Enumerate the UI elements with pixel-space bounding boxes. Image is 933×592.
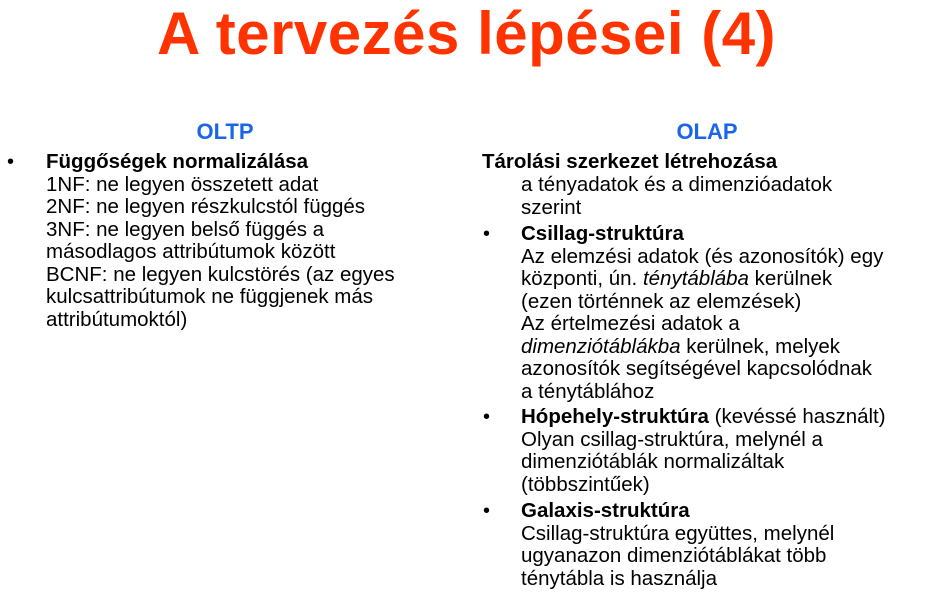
oltp-item — [46, 151, 395, 331]
galaxy-line: ténytábla is használja — [521, 566, 718, 590]
star-line — [521, 336, 883, 359]
star-text: kerülnek — [748, 267, 833, 290]
star-term-tenytabla: ténytáblába — [642, 267, 749, 290]
star-text: központi, ún. — [521, 267, 643, 290]
oltp-item-title: Függőségek normalizálása — [46, 150, 309, 173]
olap-intro-line: szerint — [521, 195, 582, 219]
oltp-line: 1NF: ne legyen összetett adat — [46, 172, 319, 196]
bullet-icon: • — [483, 223, 491, 245]
snowflake-line: (többszintűek) — [521, 472, 650, 496]
star-line: (ezen történnek az elemzések) — [521, 289, 802, 313]
star-line: azonosítók segítségével kapcsolódnak — [521, 357, 873, 380]
snowflake-title: Hópehely-struktúra — [521, 405, 709, 428]
oltp-line: kulcsattribútumok ne függjenek más — [46, 285, 374, 308]
olap-intro-text — [521, 174, 832, 219]
olap-heading: OLAP — [676, 119, 738, 144]
bullet-icon: • — [483, 500, 491, 522]
galaxy-line: ugyanazon dimenziótáblákat több — [521, 544, 827, 567]
bullet-icon: • — [483, 406, 491, 428]
galaxy-line: Csillag-struktúra együttes, melynél — [521, 521, 835, 545]
bullet-icon: • — [7, 151, 15, 173]
star-text: kerülnek, melyek — [680, 334, 841, 358]
oltp-line: BCNF: ne legyen kulcstörés (az egyes — [46, 262, 395, 286]
star-line — [521, 268, 883, 291]
snowflake-line: dimenziótáblák normalizáltak — [521, 450, 785, 473]
star-term-dimenziotabla: dimenziótáblákba — [521, 334, 681, 358]
olap-galaxy-item — [521, 500, 834, 590]
oltp-line: attribútumoktól) — [46, 307, 188, 331]
olap-snowflake-item — [521, 406, 886, 496]
olap-intro-line: a tényadatok és a dimenzióadatok — [521, 173, 833, 196]
snowflake-title-line — [521, 406, 886, 429]
star-line: a ténytáblához — [521, 379, 655, 403]
olap-intro — [482, 151, 777, 174]
oltp-line: másodlagos attribútumok között — [46, 240, 336, 263]
star-title: Csillag-struktúra — [521, 222, 684, 245]
snowflake-line: Olyan csillag-struktúra, melynél a — [521, 427, 823, 451]
star-line: Az elemzési adatok (és azonosítók) egy — [521, 244, 884, 268]
olap-star-item — [521, 223, 883, 403]
oltp-line: 3NF: ne legyen belső függés a — [46, 217, 325, 241]
oltp-line: 2NF: ne legyen részkulcstól függés — [46, 195, 366, 218]
olap-intro-title: Tárolási szerkezet létrehozása — [482, 150, 778, 173]
oltp-heading: OLTP — [196, 119, 254, 144]
galaxy-title: Galaxis-struktúra — [521, 499, 690, 522]
snowflake-note: (kevéssé használt) — [708, 405, 886, 428]
slide-title: A tervezés lépései (4) — [156, 0, 777, 67]
star-line: Az értelmezési adatok a — [521, 312, 740, 335]
